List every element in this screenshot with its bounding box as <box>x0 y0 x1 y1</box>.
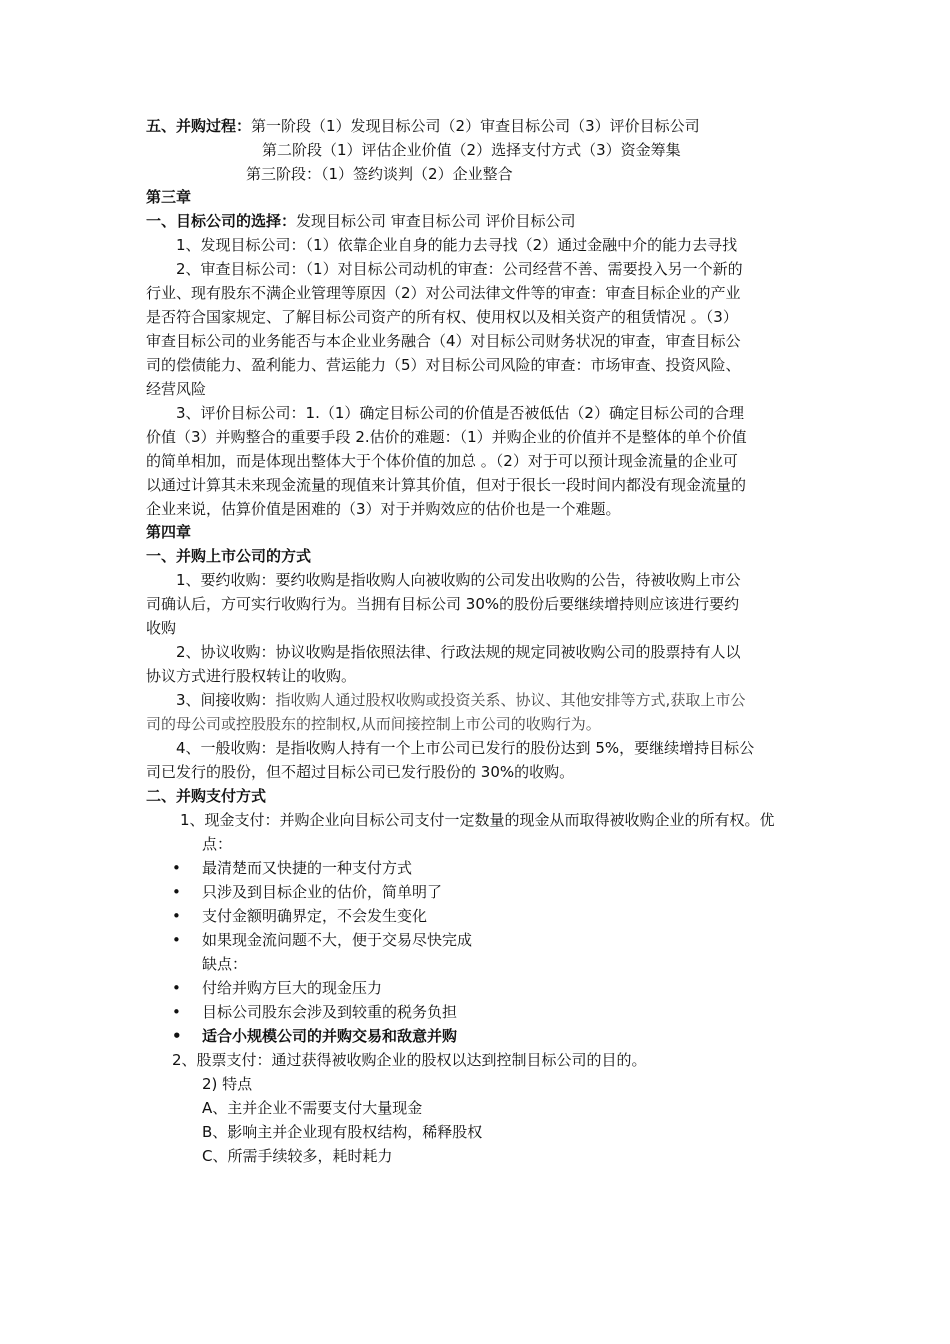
stage3-text: 第三阶段：（1）签约谈判（2）企业整合 <box>246 165 513 183</box>
ch4-line-8: 4、一般收购：是指收购人持有一个上市公司已发行的股份达到 5%，要继续增持目标公 <box>176 739 755 757</box>
ch3-s1-line <box>146 211 576 231</box>
cash-line-2: 点： <box>202 835 233 853</box>
feature-b: B、影响主并企业现有股权结构，稀释股权 <box>202 1123 483 1141</box>
ch3-line-8: 3、评价目标公司：1.（1）确定目标公司的价值是否被低估（2）确定目标公司的合理 <box>176 404 744 422</box>
advantage-item: 最清楚而又快捷的一种支付方式 <box>202 859 413 877</box>
ch4-line-4: 2、协议收购：协议收购是指依照法律、行政法规的规定同被收购公司的股票持有人以 <box>176 643 741 661</box>
ch3-s1-heading: 一、目标公司的选择： <box>146 212 297 230</box>
cash-line-1: 1、现金支付：并购企业向目标公司支付一定数量的现金从而取得被收购企业的所有权。优 <box>180 811 775 829</box>
ch4-line-6 <box>176 690 745 710</box>
chapter3-title: 第三章 <box>146 188 192 206</box>
ch4-s1-heading: 一、并购上市公司的方式 <box>146 547 312 565</box>
bullet-icon: • <box>172 979 181 997</box>
ch4-line-3: 收购 <box>146 619 177 637</box>
ch4-line-5: 协议方式进行股权转让的收购。 <box>146 667 357 685</box>
bullet-icon: • <box>172 931 181 949</box>
ch3-line-12: 企业来说，估算价值是困难的（3）对于并购效应的估价也是一个难题。 <box>146 500 621 518</box>
ch3-line-7: 经营风险 <box>146 380 207 398</box>
ch4-line-7: 司的母公司或控股股东的控制权,从而间接控制上市公司的收购行为。 <box>146 715 601 733</box>
ch3-line-3: 行业、现有股东不满企业管理等原因（2）对公司法律文件等的审查：审查目标企业的产业 <box>146 284 741 302</box>
ch4-line-9: 司已发行的股份，但不超过目标公司已发行股份的 30%的收购。 <box>146 763 575 781</box>
advantage-item: 只涉及到目标企业的估价，简单明了 <box>202 883 443 901</box>
stock-line: 2、股票支付：通过获得被收购企业的股权以达到控制目标公司的目的。 <box>172 1051 647 1069</box>
stage1-text: 第一阶段（1）发现目标公司（2）审查目标公司（3）评价目标公司 <box>251 117 700 135</box>
bullet-icon: • <box>172 859 181 877</box>
indirect-text: 指收购人通过股权收购或投资关系、协议、其他安排等方式,获取上市公 <box>275 691 746 709</box>
ch4-s2-heading: 二、并购支付方式 <box>146 787 267 805</box>
chapter4-title: 第四章 <box>146 523 192 541</box>
disadvantage-item: 目标公司股东会涉及到较重的税务负担 <box>202 1003 458 1021</box>
ch3-line-5: 审查目标公司的业务能否与本企业业务融合（4）对目标公司财务状况的审查，审查目标公 <box>146 332 741 350</box>
ch3-line-11: 以通过计算其未来现金流量的现值来计算其价值，但对于很长一段时间内都没有现金流量的 <box>146 476 747 494</box>
bullet-icon: • <box>172 907 181 925</box>
ch3-line-2: 2、审查目标公司：（1）对目标公司动机的审查：公司经营不善、需要投入另一个新的 <box>176 260 743 278</box>
ch3-line-10: 的简单相加，而是体现出整体大于个体价值的加总 。（2）对于可以预计现金流量的企业可 <box>146 452 738 470</box>
stage2-text: 第二阶段（1）评估企业价值（2）选择支付方式（3）资金筹集 <box>262 141 681 159</box>
bullet-icon: • <box>172 1003 181 1021</box>
ch3-line-1: 1、发现目标公司：（1）依靠企业自身的能力去寻找（2）通过金融中介的能力去寻找 <box>176 236 738 254</box>
ch4-line-2: 司确认后，方可实行收购行为。当拥有目标公司 30%的股份后要继续增持则应该进行要约 <box>146 595 740 613</box>
feature-a: A、主并企业不需要支付大量现金 <box>202 1099 423 1117</box>
ch3-line-4: 是否符合国家规定、了解目标公司资产的所有权、使用权以及相关资产的租赁情况 。（3） <box>146 308 738 326</box>
bullet-icon: • <box>172 883 181 901</box>
sec5-line1 <box>146 116 700 136</box>
ch4-line-1: 1、要约收购：要约收购是指收购人向被收购的公司发出收购的公告，待被收购上市公 <box>176 571 741 589</box>
advantage-item: 支付金额明确界定，不会发生变化 <box>202 907 428 925</box>
advantage-item: 如果现金流问题不大，便于交易尽快完成 <box>202 931 473 949</box>
disadvantage-item: 付给并购方巨大的现金压力 <box>202 979 383 997</box>
ch3-line-9: 价值（3）并购整合的重要手段 2.估价的难题：（1）并购企业的价值并不是整体的单个价值 <box>146 428 747 446</box>
ch3-line-6: 司的偿债能力、盈利能力、营运能力（5）对目标公司风险的审查：市场审查、投资风险、 <box>146 356 741 374</box>
ch3-s1-rest: 发现目标公司 审查目标公司 评价目标公司 <box>296 212 576 230</box>
sec5-heading: 五、并购过程： <box>146 117 252 135</box>
feature-label: 2) 特点 <box>202 1075 253 1093</box>
feature-c: C、所需手续较多，耗时耗力 <box>202 1147 393 1165</box>
bullet-icon: • <box>172 1027 182 1045</box>
indirect-label: 3、间接收购： <box>176 691 276 709</box>
fit-item: 适合小规模公司的并购交易和敌意并购 <box>202 1027 458 1045</box>
disadvantage-label: 缺点： <box>202 955 248 973</box>
